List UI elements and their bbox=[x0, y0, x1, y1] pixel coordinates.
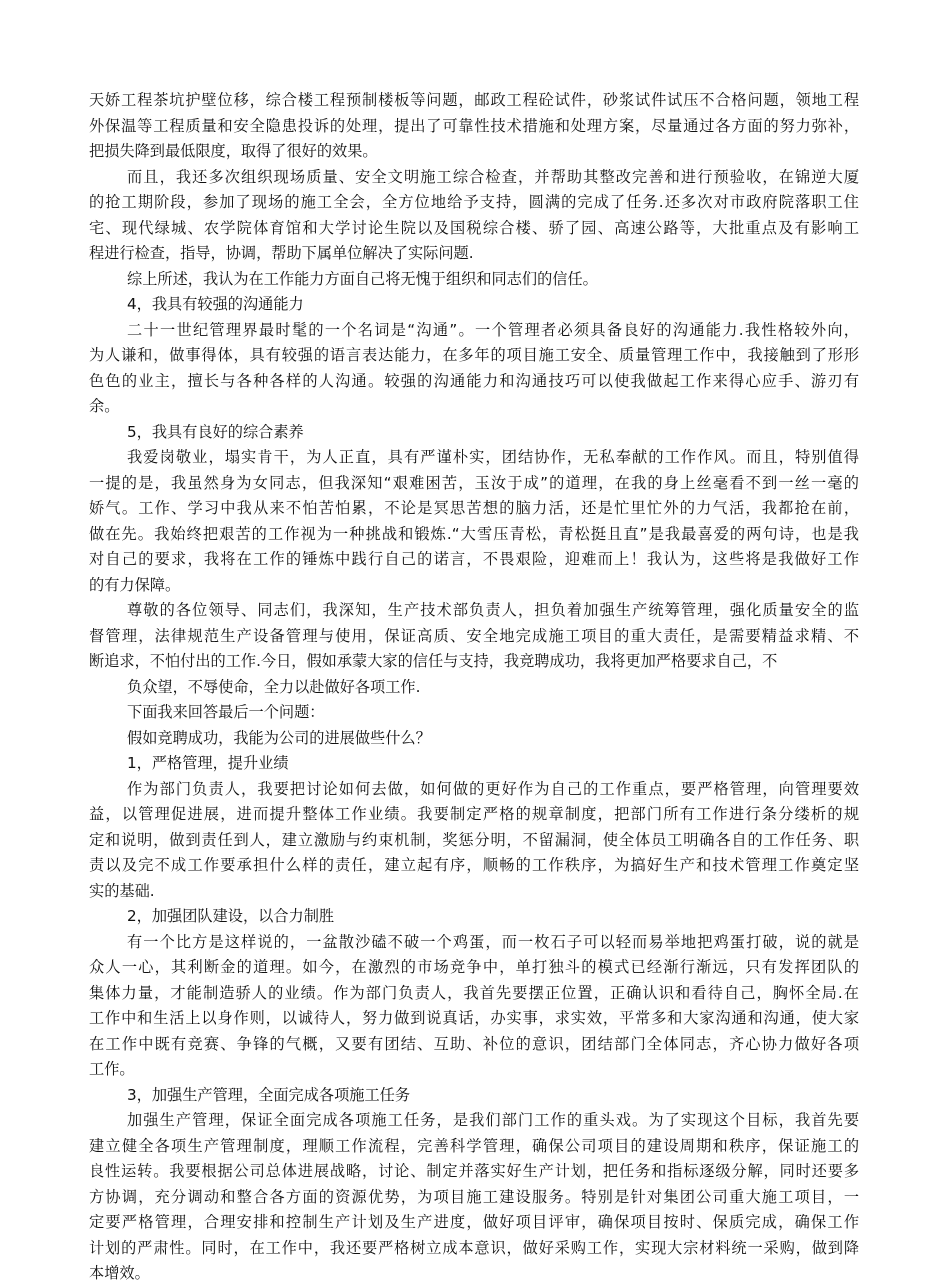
text-line: 而且，我还多次组织现场质量、安全文明施工综合检查，并帮助其整改完善和进行预验收，在锦逆大厦 bbox=[127, 167, 859, 186]
text-line: 良性运转。我要根据公司总体进展战略，讨论、制定并落实好生产计划，把任务和指标逐级分解，同时还要多 bbox=[89, 1162, 859, 1180]
text-line: 众人一心，其利断金的道理。如今，在激烈的市场竞争中，单打独斗的模式已经渐行渐远，只有发挥团队的 bbox=[89, 958, 859, 976]
text-line: 集体力量，才能制造骄人的业绩。作为部门负责人，我首先要摆正位置，正确认识和看待自己，胸怀全局.在 bbox=[89, 983, 859, 1002]
text-line: 定和说明，做到责任到人，建立激励与约束机制，奖惩分明，不留漏洞，使全体员工明确各自的工作任务、职 bbox=[89, 830, 859, 849]
text-line: 我爱岗敬业，塌实肯干，为人正直，具有严谨朴实，团结协作，无私奉献的工作作风。而且，特别值得 bbox=[127, 448, 859, 466]
text-line: 把损失降到最低限度，取得了很好的效果。 bbox=[89, 142, 378, 160]
text-line: 2，加强团队建设，以合力制胜 bbox=[127, 907, 335, 925]
text-line: 下面我来回答最后一个问题： bbox=[127, 703, 325, 721]
text-line: 工作。 bbox=[89, 1060, 135, 1078]
text-line: 在工作中既有竞赛、争锋的气概，又要有团结、互助、补位的意识，团结部门全体同志，齐心协力做好各项 bbox=[89, 1034, 859, 1053]
text-line: 工作中和生活上以身作则，以诚待人，努力做到说真话，办实事，求实效，平常多和大家沟通和沟通，使大家 bbox=[89, 1009, 859, 1027]
text-line: 责以及完不成工作要承担什么样的责任，建立起有序，顺畅的工作秩序，为搞好生产和技术管理工作奠定坚 bbox=[89, 856, 859, 874]
text-line: 定要严格管理，合理安排和控制生产计划及生产进度，做好项目评审，确保项目按时、保质完成，确保工作 bbox=[89, 1213, 859, 1231]
text-line: 二十一世纪管理界最时髦的一个名词是“沟通”。一个管理者必须具备良好的沟通能力.我性格较外向， bbox=[127, 320, 859, 339]
text-line: 益，以管理促进展，进而提升整体工作业绩。我要制定严格的规章制度，把部门所有工作进行条分缕析的规 bbox=[89, 805, 859, 823]
text-line: 有一个比方是这样说的，一盆散沙磕不破一个鸡蛋，而一枚石子可以轻而易举地把鸡蛋打破，说的就是 bbox=[127, 932, 859, 951]
text-line: 本增效。 bbox=[89, 1264, 150, 1282]
document-body bbox=[89, 88, 865, 1287]
text-line: 余。 bbox=[89, 397, 120, 415]
text-line: 程进行检查，指导，协调，帮助下属单位解决了实际问题. bbox=[89, 244, 474, 262]
text-line: 的有力保障。 bbox=[89, 575, 181, 594]
text-line: 督管理，法律规范生产设备管理与使用，保证高质、安全地完成施工项目的重大责任，是需要精益求精、不 bbox=[89, 626, 859, 645]
text-line: 加强生产管理，保证全面完成各项施工任务，是我们部门工作的重头戏。为了实现这个目标，我首先要 bbox=[127, 1111, 859, 1129]
text-line: 负众望，不辱使命，全力以赴做好各项工作. bbox=[127, 677, 421, 696]
text-line: 实的基础. bbox=[89, 881, 155, 900]
text-line: 外保温等工程质量和安全隐患投诉的处理，提出了可靠性技术措施和处理方案，尽量通过各方面的努力弥补， bbox=[89, 116, 859, 135]
text-line: 对自己的要求，我将在工作的锤炼中践行自己的诺言，不畏艰险，迎难而上！我认为，这些将是我做好工作 bbox=[89, 550, 859, 568]
text-line: 方协调，充分调动和整合各方面的资源优势，为项目施工建设服务。特别是针对集团公司重大施工项目，一 bbox=[89, 1187, 859, 1206]
text-line: 的抢工期阶段，参加了现场的施工全会，全方位地给予支持，圆满的完成了任务.还多次对市政府院落职工住 bbox=[89, 193, 859, 211]
text-line: 4，我具有较强的沟通能力 bbox=[127, 295, 304, 313]
text-line: 色色的业主，擅长与各种各样的人沟通。较强的沟通能力和沟通技巧可以使我做起工作来得心应手、游刃有 bbox=[89, 371, 859, 390]
text-line: 综上所述，我认为在工作能力方面自己将无愧于组织和同志们的信任。 bbox=[127, 269, 598, 288]
text-line: 假如竞聘成功，我能为公司的进展做些什么？ bbox=[127, 728, 431, 747]
text-line: 做在先。我始终把艰苦的工作视为一种挑战和锻炼.“大雪压青松，青松挺且直”是我最喜爱的两句诗，也是我 bbox=[89, 524, 859, 543]
text-line: 作为部门负责人，我要把讨论如何去做，如何做的更好作为自己的工作重点，要严格管理，向管理要效 bbox=[127, 779, 859, 798]
text-line: 计划的严肃性。同时，在工作中，我还要严格树立成本意识，做好采购工作，实现大宗材料统一采购，做到降 bbox=[89, 1238, 859, 1257]
text-line: 尊敬的各位领导、同志们，我深知，生产技术部负责人，担负着加强生产统筹管理，强化质量安全的监 bbox=[127, 601, 859, 619]
text-line: 1，严格管理，提升业绩 bbox=[127, 754, 289, 772]
text-line: 娇气。工作、学习中我从来不怕苦怕累，不论是冥思苦想的脑力活，还是忙里忙外的力气活，我都抢在前， bbox=[89, 499, 859, 517]
text-line: 为人谦和，做事得体，具有较强的语言表达能力，在多年的项目施工安全、质量管理工作中，我接触到了形形 bbox=[89, 346, 859, 364]
text-line: 一提的是，我虽然身为女同志，但我深知“艰难困苦，玉汝于成”的道理，在我的身上丝毫看不到一丝一毫的 bbox=[89, 473, 859, 492]
text-line: 天娇工程茶坑护壁位移，综合楼工程预制楼板等问题，邮政工程砼试件，砂浆试件试压不合格问题，领地工程 bbox=[89, 91, 859, 109]
text-line: 5，我具有良好的综合素养 bbox=[127, 422, 304, 441]
text-line: 宅、现代绿城、农学院体育馆和大学讨论生院以及国税综合楼、骄了园、高速公路等，大批重点及有影响工 bbox=[89, 218, 859, 237]
text-line: 建立健全各项生产管理制度，理顺工作流程，完善科学管理，确保公司项目的建设周期和秩序，保证施工的 bbox=[89, 1136, 859, 1155]
text-line: 3，加强生产管理，全面完成各项施工任务 bbox=[127, 1085, 411, 1104]
text-line: 断追求，不怕付出的工作.今日，假如承蒙大家的信任与支持，我竞聘成功，我将更加严格要求自己，不 bbox=[89, 652, 778, 670]
